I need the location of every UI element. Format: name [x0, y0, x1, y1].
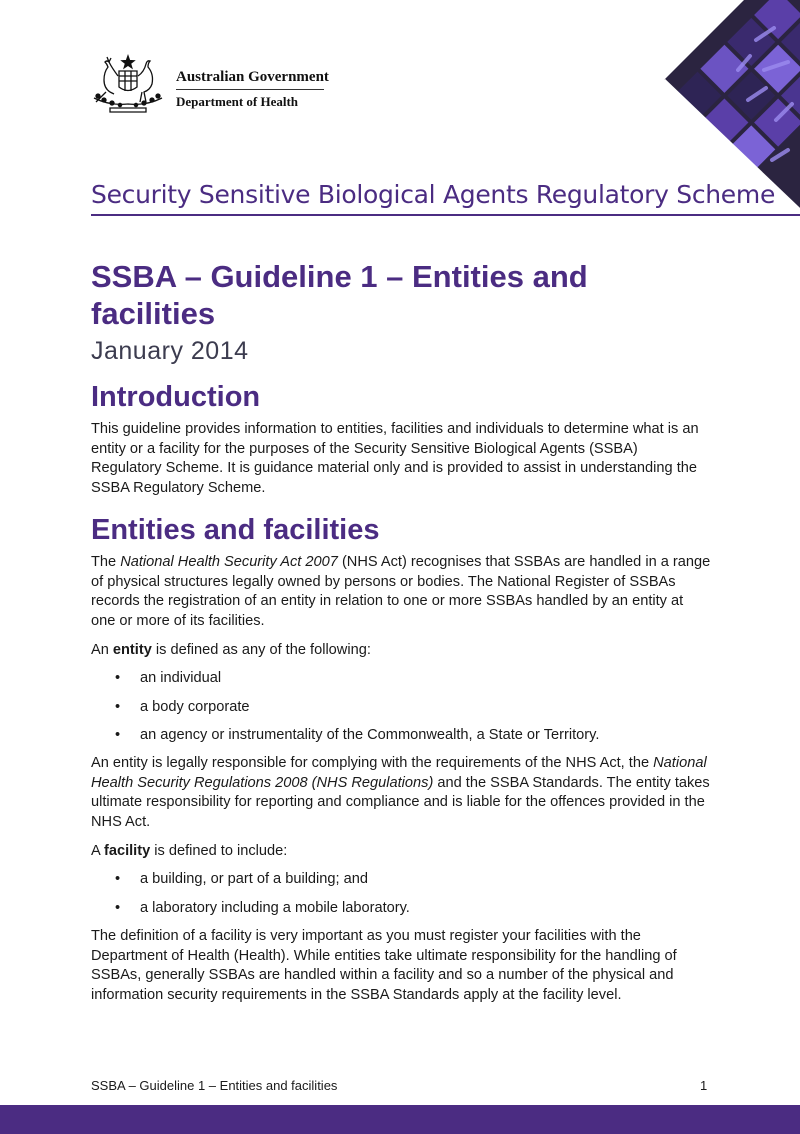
text-run: and the SSBA Standards. The entity takes ultimate responsibility for reporting and compliance and is liable for the offences provided in the NHS Act.: [91, 774, 710, 831]
text-run: An: [91, 641, 113, 658]
text-run: (NHS Act) recognises that SSBAs are handled in a range of physical structures legally owned by persons or bodies. The National Register of SSBAs records the registration of an entity in relation to one or more SSBAs handled by an entity at one or more of its facilities.: [91, 553, 711, 629]
entity-list: [91, 669, 711, 745]
document-title: SSBA – Guideline 1 – Entities and facilities: [91, 259, 588, 331]
header-rule: [91, 214, 800, 216]
list-item-text: a building, or part of a building; and: [140, 871, 368, 888]
list-item: [91, 726, 711, 746]
text-run: An entity is legally responsible for complying with the requirements of the NHS Act, the: [91, 754, 654, 771]
footer-document-title: SSBA – Guideline 1 – Entities and facilities: [91, 1078, 338, 1093]
text-run: A: [91, 842, 104, 859]
bullet-icon: •: [115, 871, 121, 888]
coat-of-arms-icon: [90, 54, 166, 114]
facility-importance-paragraph: The definition of a facility is very important as you must register your facilities with the Department of Health (Health). While entities take ultimate responsibility for the handling of SSBAs, generally SSBAs are handled within a facility and so a number of the physical and information security requirements in the SSBA Standards apply at the facility level.: [91, 927, 677, 1003]
entity-definition-intro: [91, 641, 711, 661]
text-run: The: [91, 553, 121, 570]
government-logo: [90, 54, 330, 116]
list-item: [91, 899, 711, 919]
list-item-text: an individual: [140, 670, 222, 687]
bullet-icon: •: [115, 670, 121, 687]
bullet-icon: •: [115, 698, 121, 715]
government-title: Australian Government: [176, 69, 329, 85]
act-title: National Health Security Act 2007: [120, 553, 338, 570]
list-item: [91, 698, 711, 718]
facility-list: [91, 870, 711, 918]
term-entity: entity: [112, 641, 152, 658]
list-item: [91, 870, 711, 890]
list-item-text: a body corporate: [140, 698, 250, 715]
decorative-corner-image: [664, 0, 800, 210]
entity-responsibility-paragraph: [91, 754, 711, 833]
list-item-text: a laboratory including a mobile laboratory.: [140, 899, 410, 916]
section-heading-introduction: Introduction: [91, 381, 261, 413]
term-facility: facility: [103, 842, 151, 859]
scheme-title: Security Sensitive Biological Agents Regulatory Scheme: [91, 180, 776, 209]
nhs-act-paragraph: [91, 553, 711, 632]
document-date: January 2014: [91, 337, 249, 365]
regulations-title: National Health Security Regulations 2008 (NHS Regulations): [91, 754, 707, 791]
department-name: Department of Health: [176, 94, 299, 109]
facility-definition-intro: [91, 842, 711, 862]
footer-bar: [0, 1105, 800, 1134]
bullet-icon: •: [115, 726, 121, 743]
list-item-text: an agency or instrumentality of the Commonwealth, a State or Territory.: [140, 726, 600, 743]
introduction-paragraph: This guideline provides information to entities, facilities and individuals to determine what is an entity or a facility for the purposes of the Security Sensitive Biological Agents (SSBA) Regulatory Scheme. It is guidance material only and is provided to assist in understanding the SSBA Regulatory Scheme.: [91, 421, 699, 497]
bullet-icon: •: [115, 899, 121, 916]
document-body: [91, 258, 711, 1015]
page-number: 1: [700, 1078, 708, 1093]
text-run: is defined as any of the following:: [151, 641, 371, 658]
text-run: is defined to include:: [150, 842, 288, 859]
list-item: [91, 669, 711, 689]
section-heading-entities-facilities: Entities and facilities: [91, 513, 380, 546]
logo-divider: [176, 89, 324, 90]
